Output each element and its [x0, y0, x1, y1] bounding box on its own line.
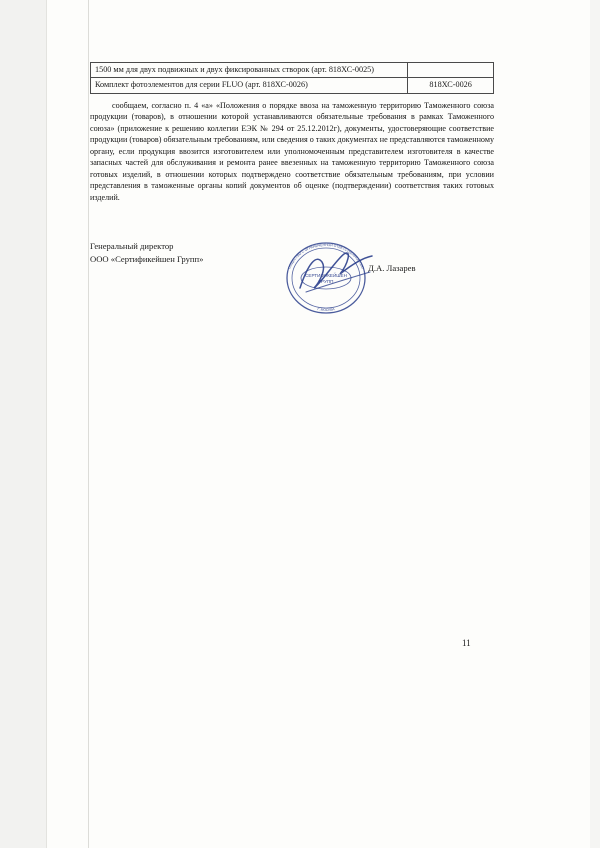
signatory-name: Д.А. Лазарев — [368, 263, 416, 273]
svg-text:Г. МОСКВА: Г. МОСКВА — [317, 307, 335, 313]
svg-text:СЕРТИФИКЕЙШЕН: СЕРТИФИКЕЙШЕН — [305, 273, 347, 278]
table-cell-description: 1500 мм для двух подвижных и двух фиксированных створок (арт. 818ХС-0025) — [91, 63, 408, 78]
table-row — [91, 63, 494, 78]
signatory-company: ООО «Сертификейшен Групп» — [90, 253, 204, 264]
table-cell-description: Комплект фотоэлементов для серии FLUO (арт. 818ХС-0026) — [91, 78, 408, 93]
table-cell-article — [408, 63, 494, 78]
page-fold-line — [88, 0, 89, 848]
signatory-title — [90, 240, 290, 266]
signatory-position: Генеральный директор — [90, 241, 174, 251]
table-cell-article: 818ХС-0026 — [408, 78, 494, 93]
svg-text:ГРУПП: ГРУПП — [318, 279, 334, 284]
page-number: 11 — [462, 638, 471, 648]
table-row — [91, 78, 494, 93]
svg-text:ОБЩЕСТВО С ОГРАНИЧЕННОЙ ОТВЕТС: ОБЩЕСТВО С ОГРАНИЧЕННОЙ ОТВЕТСТВЕННОСТЬЮ — [287, 242, 365, 270]
company-stamp — [278, 238, 374, 318]
product-table — [90, 62, 494, 94]
body-paragraph: сообщаем, согласно п. 4 «а» «Положения о порядке ввоза на таможенную территорию Таможенного союза продукции (товаров), в отношении которой устанавливаются обязательные требования в рамках Таможенного союза» (приложение к решению коллегии ЕЭК № 294 от 25.12.2012г), документы, удостоверяющие соответствие продукции (товаров) обязательным требованиям, или сведения о таких документах не представляются таможенному органу, если продукция ввозится изготовителем или уполномоченным представителем изготовителя в качестве запасных частей для обслуживания и ремонта ранее ввезенных на таможенную территорию Таможенного союза готовых изделий, в отношении которых подтверждено соответствие обязательным требованиям, при условии представления в таможенные органы копий документов об оценке (подтверждении) соответствия таких готовых изделий. — [90, 101, 494, 202]
scan-right-margin — [590, 0, 600, 848]
scan-left-margin — [0, 0, 47, 848]
